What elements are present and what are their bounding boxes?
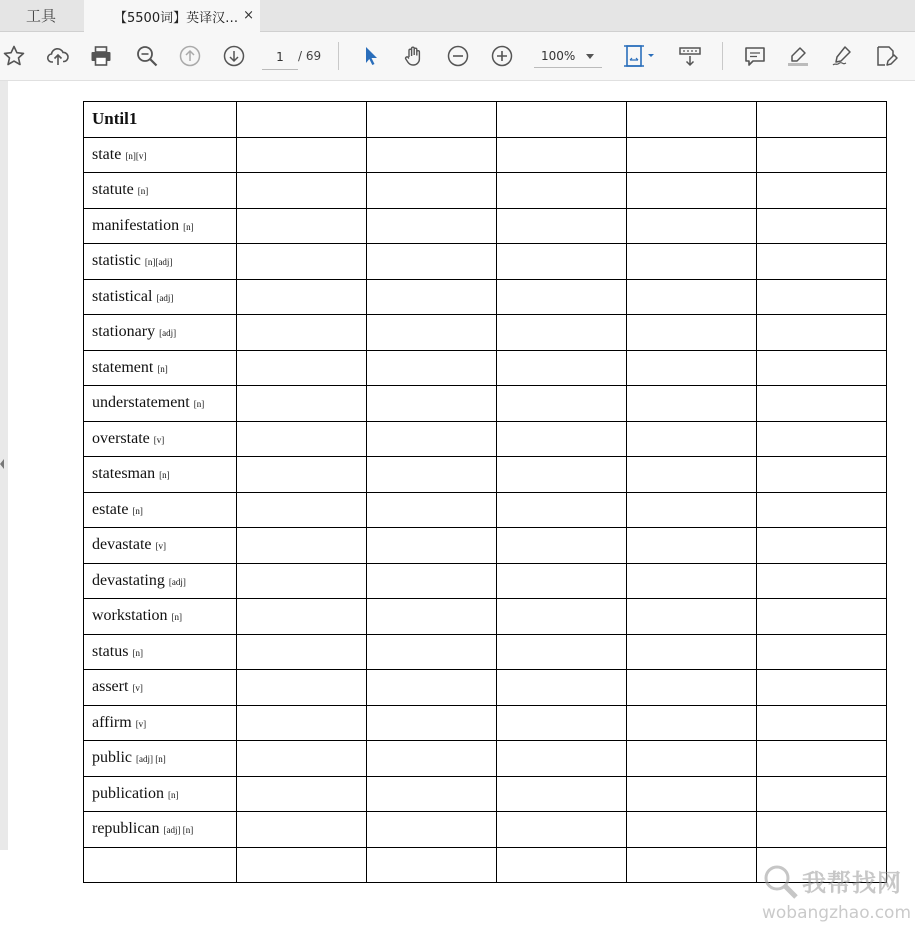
blank-cell: [497, 776, 627, 812]
table-row: [84, 208, 887, 244]
word-text: understatement: [92, 394, 190, 412]
blank-cell: [627, 563, 757, 599]
word-cell: [84, 315, 237, 351]
part-of-speech: [adj]: [156, 292, 174, 303]
blank-cell: [627, 812, 757, 848]
word-text: state: [92, 145, 122, 163]
blank-cell: [367, 599, 497, 635]
table-row: [84, 244, 887, 280]
blank-cell: [757, 457, 887, 493]
table-row: [84, 386, 887, 422]
star-icon[interactable]: [0, 42, 28, 70]
blank-cell: [757, 102, 887, 138]
table-row: [84, 528, 887, 564]
blank-cell: [237, 137, 367, 173]
blank-cell: [497, 812, 627, 848]
word-text: assert: [92, 678, 129, 696]
blank-cell: [237, 350, 367, 386]
blank-cell: [367, 705, 497, 741]
blank-cell: [367, 421, 497, 457]
word-text: devastating: [92, 571, 165, 589]
blank-cell: [237, 173, 367, 209]
blank-cell: [757, 812, 887, 848]
word-text: publication: [92, 784, 164, 802]
blank-cell: [367, 634, 497, 670]
blank-cell: [367, 776, 497, 812]
table-row: [84, 279, 887, 315]
blank-cell: [237, 208, 367, 244]
word-text: republican: [92, 820, 160, 838]
print-icon[interactable]: [87, 42, 115, 70]
upload-icon[interactable]: [44, 42, 72, 70]
blank-cell: [237, 670, 367, 706]
blank-cell: [627, 315, 757, 351]
word-text: public: [92, 749, 132, 767]
word-cell: [84, 173, 237, 209]
word-text: statement: [92, 358, 154, 376]
part-of-speech: [n]: [167, 789, 179, 800]
blank-cell: [237, 599, 367, 635]
tab-document-label: 【5500词】英译汉…: [114, 10, 239, 26]
blank-cell: [237, 386, 367, 422]
chevron-down-icon: [586, 54, 594, 59]
word-cell: [84, 741, 237, 777]
blank-cell: [367, 563, 497, 599]
magnifier-logo-icon: [762, 863, 800, 901]
table-row: [84, 457, 887, 493]
blank-cell: [367, 528, 497, 564]
blank-cell: [497, 847, 627, 883]
blank-cell: [497, 705, 627, 741]
vocabulary-table: [83, 101, 887, 883]
blank-cell: [757, 492, 887, 528]
tab-document[interactable]: [84, 0, 260, 32]
blank-cell: [757, 315, 887, 351]
table-row: [84, 492, 887, 528]
blank-cell: [497, 599, 627, 635]
part-of-speech: [n][v]: [125, 150, 147, 161]
word-text: overstate: [92, 429, 150, 447]
part-of-speech: [v]: [153, 434, 165, 445]
blank-cell: [237, 279, 367, 315]
word-text: stationary: [92, 323, 156, 341]
blank-cell: [757, 208, 887, 244]
blank-cell: [237, 244, 367, 280]
blank-cell: [627, 386, 757, 422]
table-row: [84, 421, 887, 457]
blank-cell: [757, 244, 887, 280]
blank-cell: [497, 173, 627, 209]
word-cell: [84, 137, 237, 173]
blank-cell: [497, 492, 627, 528]
part-of-speech: [adj] [n]: [163, 825, 194, 836]
word-cell: [84, 812, 237, 848]
blank-cell: [237, 528, 367, 564]
blank-cell: [497, 670, 627, 706]
blank-cell: [497, 634, 627, 670]
blank-cell: [367, 847, 497, 883]
word-text: affirm: [92, 713, 132, 731]
word-text: devastate: [92, 536, 152, 554]
unit-title: Until1: [84, 102, 237, 138]
page-total: / 69: [298, 49, 322, 63]
part-of-speech: [n]: [132, 505, 143, 516]
part-of-speech: [v]: [155, 541, 167, 552]
blank-cell: [367, 244, 497, 280]
next-page-icon[interactable]: [220, 42, 248, 70]
part-of-speech: [n]: [132, 647, 143, 658]
table-header-row: [84, 102, 887, 138]
blank-cell: [497, 279, 627, 315]
fit-page-icon[interactable]: [620, 42, 660, 70]
blank-cell: [497, 457, 627, 493]
word-text: status: [92, 642, 129, 660]
word-cell: [84, 705, 237, 741]
toolbar: [0, 32, 915, 81]
zoom-plus-icon[interactable]: [488, 42, 516, 70]
part-of-speech: [n][adj]: [144, 257, 173, 268]
zoom-value: 100%: [541, 49, 576, 63]
blank-cell: [627, 528, 757, 564]
blank-cell: [237, 847, 367, 883]
zoom-out-search-icon[interactable]: [133, 42, 161, 70]
highlight-icon[interactable]: [784, 42, 812, 70]
blank-cell: [497, 208, 627, 244]
blank-cell: [497, 528, 627, 564]
watermark: [760, 863, 910, 927]
word-cell: [84, 670, 237, 706]
select-cursor-icon[interactable]: [357, 42, 385, 70]
blank-cell: [237, 102, 367, 138]
blank-cell: [367, 137, 497, 173]
table-row: [84, 670, 887, 706]
tab-tools[interactable]: 工具: [25, 7, 56, 25]
blank-cell: [367, 492, 497, 528]
blank-cell: [367, 315, 497, 351]
blank-cell: [627, 599, 757, 635]
table-row: [84, 741, 887, 777]
blank-cell: [237, 812, 367, 848]
word-cell: [84, 421, 237, 457]
part-of-speech: [adj] [n]: [136, 754, 166, 765]
document-viewport[interactable]: [0, 81, 915, 923]
blank-cell: [497, 244, 627, 280]
table-row: [84, 350, 887, 386]
part-of-speech: [v]: [132, 683, 143, 694]
sign-icon[interactable]: [828, 42, 856, 70]
blank-cell: [367, 173, 497, 209]
word-text: manifestation: [92, 216, 180, 234]
blank-cell: [497, 741, 627, 777]
scroll-mode-icon[interactable]: [676, 42, 704, 70]
blank-cell: [497, 421, 627, 457]
hand-icon[interactable]: [400, 42, 428, 70]
blank-cell: [627, 741, 757, 777]
close-tab-icon[interactable]: ×: [243, 8, 254, 23]
part-of-speech: [n]: [157, 363, 168, 374]
blank-cell: [627, 492, 757, 528]
tab-bar: [0, 0, 915, 32]
word-cell: [84, 492, 237, 528]
blank-cell: [757, 386, 887, 422]
blank-cell: [627, 634, 757, 670]
toolbar-divider: [338, 42, 339, 70]
blank-cell: [757, 279, 887, 315]
toolbar-divider: [722, 42, 723, 70]
word-cell: [84, 528, 237, 564]
watermark-chinese: 我帮找网: [802, 869, 902, 897]
table-row: [84, 705, 887, 741]
blank-cell: [627, 847, 757, 883]
part-of-speech: [n]: [183, 221, 194, 232]
blank-cell: [757, 599, 887, 635]
part-of-speech: [adj]: [159, 328, 177, 339]
table-row: [84, 776, 887, 812]
word-cell: [84, 847, 237, 883]
part-of-speech: [n]: [193, 399, 205, 410]
blank-cell: [627, 776, 757, 812]
blank-cell: [757, 741, 887, 777]
blank-cell: [757, 528, 887, 564]
blank-cell: [367, 279, 497, 315]
prev-page-icon[interactable]: [176, 42, 204, 70]
word-text: statute: [92, 181, 134, 199]
blank-cell: [627, 208, 757, 244]
part-of-speech: [n]: [159, 470, 170, 481]
blank-cell: [237, 634, 367, 670]
blank-cell: [237, 421, 367, 457]
word-text: estate: [92, 500, 129, 518]
blank-cell: [757, 137, 887, 173]
table-row: [84, 563, 887, 599]
blank-cell: [237, 315, 367, 351]
part-of-speech: [adj]: [168, 576, 186, 587]
word-cell: [84, 244, 237, 280]
blank-cell: [367, 102, 497, 138]
blank-cell: [757, 421, 887, 457]
blank-cell: [627, 350, 757, 386]
word-text: workstation: [92, 607, 168, 625]
expand-panel-icon[interactable]: [0, 459, 4, 469]
blank-cell: [497, 102, 627, 138]
blank-cell: [497, 386, 627, 422]
blank-cell: [627, 705, 757, 741]
blank-cell: [627, 244, 757, 280]
zoom-minus-icon[interactable]: [444, 42, 472, 70]
part-of-speech: [n]: [137, 186, 149, 197]
word-cell: [84, 634, 237, 670]
word-cell: [84, 279, 237, 315]
blank-cell: [237, 492, 367, 528]
part-of-speech: [v]: [135, 718, 147, 729]
zoom-select[interactable]: [534, 45, 602, 68]
blank-cell: [627, 137, 757, 173]
edit-icon[interactable]: [872, 42, 900, 70]
blank-cell: [367, 741, 497, 777]
blank-cell: [237, 741, 367, 777]
blank-cell: [627, 421, 757, 457]
blank-cell: [627, 102, 757, 138]
table-row: [84, 137, 887, 173]
comment-icon[interactable]: [741, 42, 769, 70]
blank-cell: [497, 563, 627, 599]
blank-cell: [237, 705, 367, 741]
word-cell: [84, 386, 237, 422]
word-cell: [84, 776, 237, 812]
blank-cell: [757, 705, 887, 741]
blank-cell: [757, 634, 887, 670]
page-number-input[interactable]: [262, 45, 298, 70]
word-cell: [84, 457, 237, 493]
blank-cell: [757, 776, 887, 812]
word-cell: [84, 208, 237, 244]
table-row: [84, 634, 887, 670]
word-cell: [84, 599, 237, 635]
blank-cell: [757, 563, 887, 599]
blank-cell: [757, 350, 887, 386]
blank-cell: [627, 457, 757, 493]
blank-cell: [627, 173, 757, 209]
table-row: [84, 812, 887, 848]
blank-cell: [757, 173, 887, 209]
blank-cell: [237, 563, 367, 599]
blank-cell: [627, 670, 757, 706]
table-row: [84, 315, 887, 351]
blank-cell: [237, 776, 367, 812]
blank-cell: [367, 386, 497, 422]
blank-cell: [367, 812, 497, 848]
blank-cell: [237, 457, 367, 493]
blank-cell: [367, 670, 497, 706]
blank-cell: [367, 457, 497, 493]
word-cell: [84, 350, 237, 386]
word-cell: [84, 563, 237, 599]
watermark-url: wobangzhao.com: [762, 903, 912, 923]
blank-cell: [367, 350, 497, 386]
blank-cell: [627, 279, 757, 315]
table-row: [84, 173, 887, 209]
blank-cell: [757, 670, 887, 706]
word-text: statistical: [92, 287, 153, 305]
blank-cell: [367, 208, 497, 244]
blank-cell: [497, 315, 627, 351]
blank-cell: [497, 350, 627, 386]
part-of-speech: [n]: [171, 612, 183, 623]
word-text: statesman: [92, 465, 156, 483]
table-row: [84, 599, 887, 635]
word-text: statistic: [92, 252, 141, 270]
blank-cell: [497, 137, 627, 173]
